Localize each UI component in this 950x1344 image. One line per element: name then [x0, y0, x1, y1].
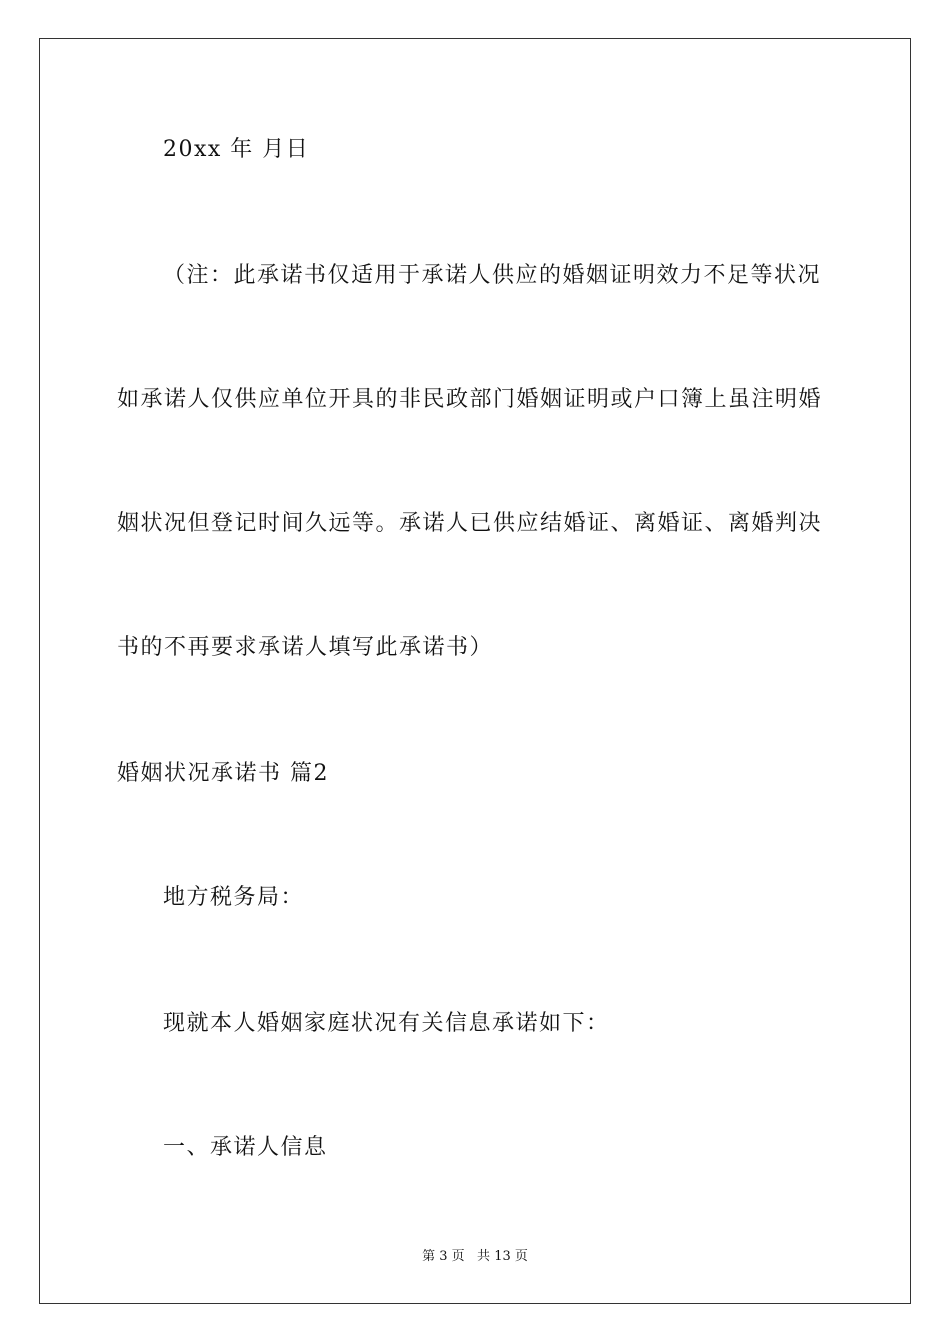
- note-paragraph-line-1: （注：此承诺书仅适用于承诺人供应的婚姻证明效力不足等状况: [163, 263, 822, 288]
- note-paragraph-line-4: 书的不再要求承诺人填写此承诺书）: [117, 635, 494, 660]
- note-paragraph-line-2: 如承诺人仅供应单位开具的非民政部门婚姻证明或户口簿上虽注明婚: [117, 387, 823, 412]
- intro-paragraph: 现就本人婚姻家庭状况有关信息承诺如下：: [163, 1011, 610, 1036]
- date-line: 20xx 年 月日: [163, 137, 310, 162]
- addressee-line: 地方税务局：: [163, 885, 305, 910]
- page-number-footer: 第 3 页 共 13 页: [422, 1249, 528, 1264]
- page-border: [39, 38, 911, 1304]
- section-heading: 婚姻状况承诺书 篇2: [117, 761, 329, 786]
- subsection-heading: 一、承诺人信息: [163, 1135, 328, 1160]
- note-paragraph-line-3: 姻状况但登记时间久远等。承诺人已供应结婚证、离婚证、离婚判决: [117, 511, 823, 536]
